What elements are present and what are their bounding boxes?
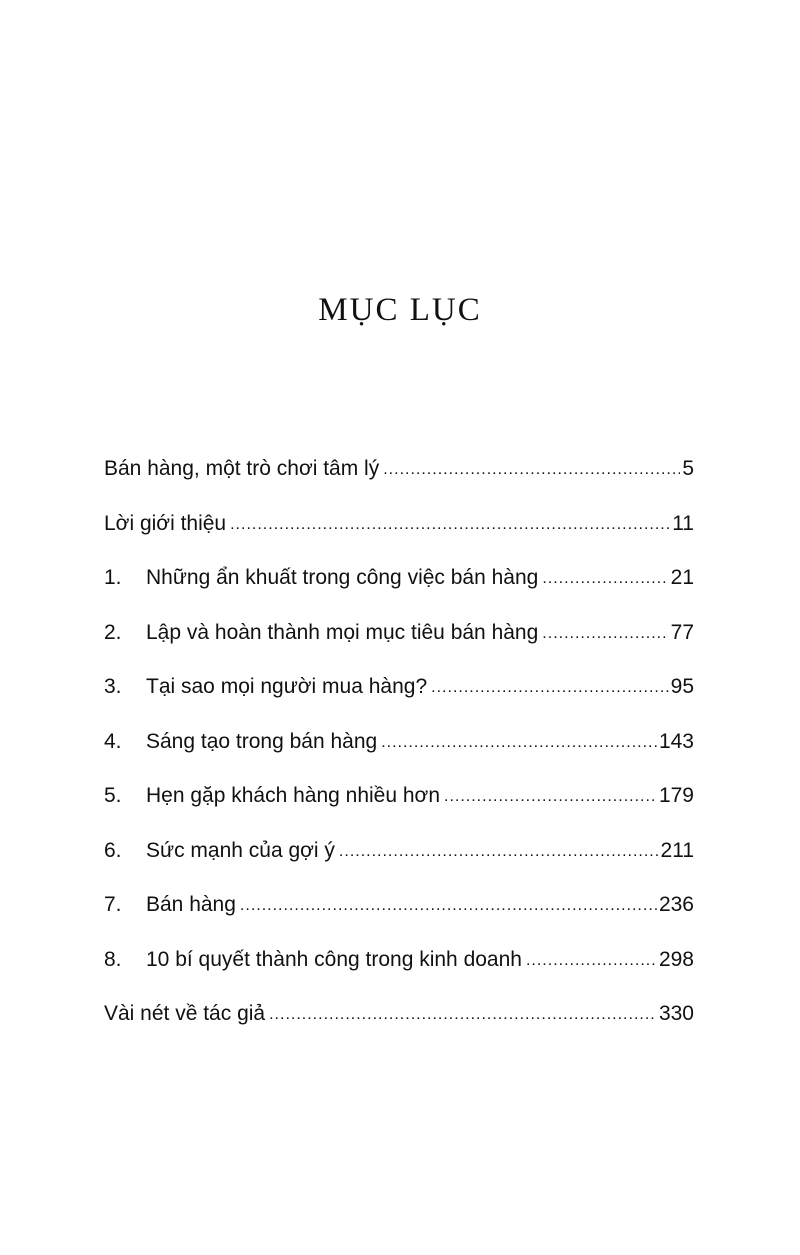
toc-entry-chapter-1: [104, 559, 694, 614]
toc-leader-dots: [431, 667, 668, 707]
toc-entry-label: Những ẩn khuất trong công việc bán hàng: [146, 566, 539, 589]
toc-entry-page: 143: [658, 729, 694, 753]
toc-entry-chapter-7: [104, 886, 694, 941]
toc-entry-page: 77: [670, 620, 694, 644]
toc-entry-page: 5: [682, 457, 694, 480]
toc-entry-label: Vài nét về tác giả: [104, 1002, 266, 1025]
toc-entry-label: Sáng tạo trong bán hàng: [146, 729, 378, 753]
toc-entry-label: Bán hàng, một trò chơi tâm lý: [104, 457, 380, 480]
toc-leader-dots: [383, 449, 680, 489]
toc-entry-label: Tại sao mọi người mua hàng?: [146, 675, 428, 698]
toc-entry-number: 2.: [104, 620, 122, 644]
toc-entry-chapter-2: [104, 614, 694, 669]
toc-entry-intro-game: [104, 450, 694, 505]
toc-leader-dots: [339, 831, 659, 871]
toc-entry-number: 1.: [104, 566, 122, 589]
toc-entry-number: 8.: [104, 947, 122, 971]
toc-leader-dots: [542, 558, 668, 598]
toc-entry-chapter-4: [104, 723, 694, 778]
toc-entry-chapter-5: [104, 777, 694, 832]
table-of-contents: [104, 450, 694, 1050]
toc-entry-page: 21: [670, 566, 694, 589]
toc-entry-chapter-8: [104, 941, 694, 996]
page-title: MỤC LỤC: [318, 292, 482, 328]
toc-leader-dots: [269, 994, 657, 1034]
toc-entry-page: 298: [658, 947, 694, 971]
toc-entry-number: 6.: [104, 838, 122, 862]
toc-leader-dots: [444, 776, 657, 816]
toc-entry-page: 330: [658, 1002, 694, 1025]
toc-leader-dots: [526, 940, 657, 980]
toc-entry-label: Sức mạnh của gợi ý: [146, 838, 335, 862]
toc-entry-number: 3.: [104, 675, 122, 698]
toc-entry-label: Hẹn gặp khách hàng nhiều hơn: [146, 784, 440, 807]
toc-leader-dots: [542, 613, 668, 653]
toc-entry-chapter-3: [104, 668, 694, 723]
toc-entry-label: Lập và hoàn thành mọi mục tiêu bán hàng: [146, 620, 539, 644]
toc-entry-number: 5.: [104, 784, 122, 807]
toc-entry-about-author: [104, 995, 694, 1050]
toc-entry-number: 7.: [104, 893, 122, 916]
toc-entry-page: 95: [670, 675, 694, 698]
toc-entry-page: 11: [672, 511, 694, 535]
toc-entry-label: 10 bí quyết thành công trong kinh doanh: [146, 947, 522, 971]
toc-entry-chapter-6: [104, 832, 694, 887]
toc-entry-number: 4.: [104, 729, 122, 753]
toc-entry-label: Lời giới thiệu: [104, 511, 227, 535]
toc-leader-dots: [230, 504, 670, 544]
toc-entry-page: 236: [658, 893, 694, 916]
toc-leader-dots: [381, 722, 657, 762]
toc-leader-dots: [240, 885, 657, 925]
toc-entry-page: 179: [658, 784, 694, 807]
toc-entry-page: 211: [660, 838, 694, 862]
toc-entry-label: Bán hàng: [146, 893, 236, 916]
toc-entry-foreword: [104, 505, 694, 560]
